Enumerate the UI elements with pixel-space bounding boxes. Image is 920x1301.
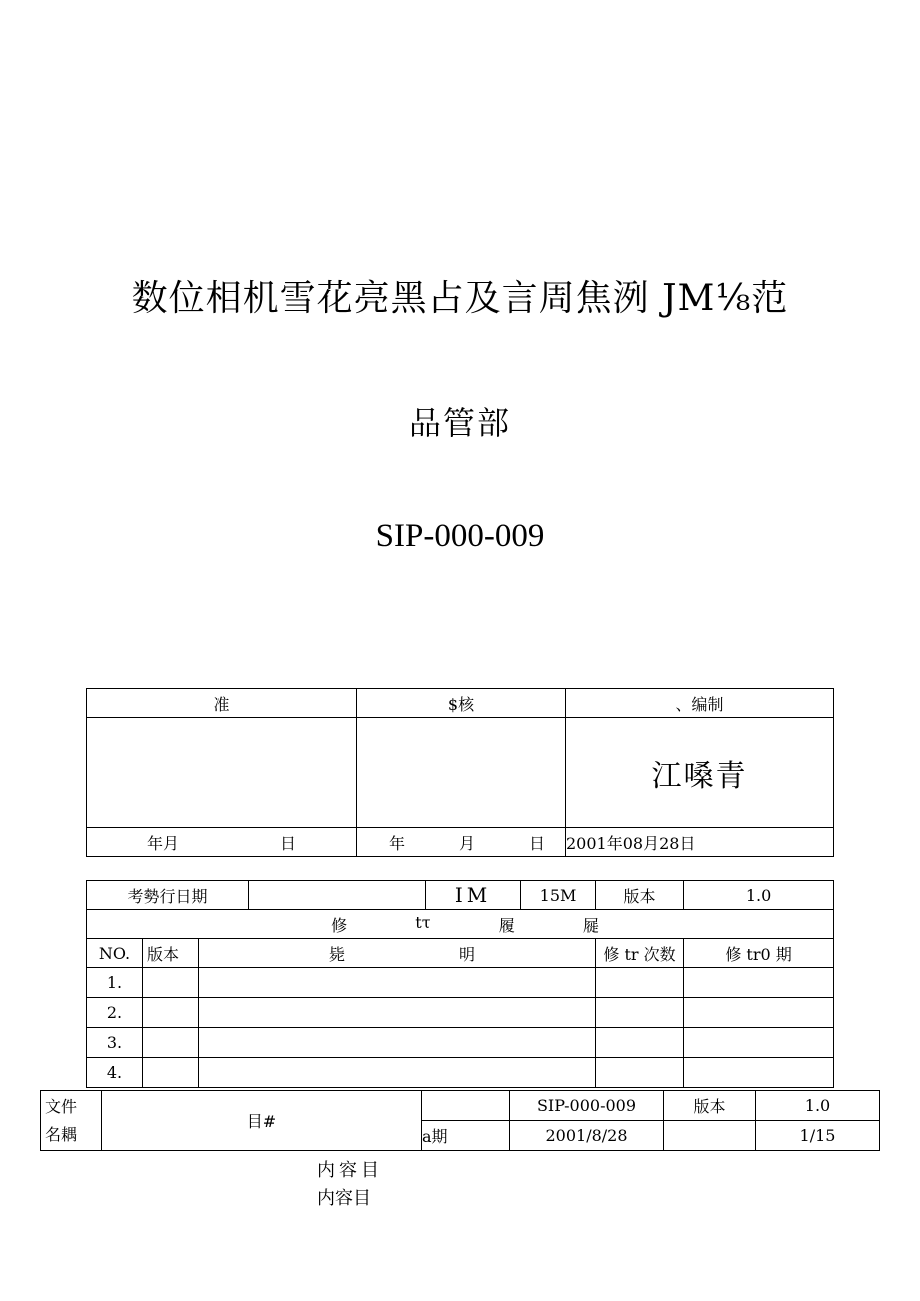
field2-label: IM: [426, 881, 521, 910]
history-title-4: 屣: [582, 915, 599, 935]
row-count: [596, 998, 684, 1028]
row-no: 4.: [87, 1058, 143, 1088]
department-name: 品管部: [408, 404, 511, 442]
row-description: [199, 1028, 596, 1058]
field2-value: 15M: [521, 881, 596, 910]
revision-table: [86, 880, 834, 1088]
prepare-signature: 江嗓青: [566, 718, 834, 828]
doc-no-value: SIP-000-009: [510, 1091, 664, 1121]
approve-date-ym: 年月: [147, 833, 180, 853]
review-date-y: 年: [389, 833, 406, 853]
col-revision-count: 修 tr 次数: [596, 939, 684, 968]
approve-signature-cell: [87, 718, 357, 828]
review-signature-cell: [357, 718, 566, 828]
prepare-date: 2001年08月28日: [566, 828, 834, 857]
effective-date-label: 考勢行日期: [87, 881, 249, 910]
approval-table: [86, 688, 834, 857]
document-title: 数位相机雪花亮黑占及言周焦洌 JM⅛范: [131, 278, 789, 319]
date-value: 2001/8/28: [510, 1121, 664, 1151]
history-title-1: 修: [331, 915, 348, 935]
doc-name-value: 目#: [102, 1091, 422, 1151]
row-count: [596, 1058, 684, 1088]
approve-date-d: 日: [279, 833, 296, 853]
review-date-d: 日: [528, 833, 545, 853]
doc-name-label-2: 名耦: [45, 1125, 78, 1144]
row-no: 2.: [87, 998, 143, 1028]
col-description-1: 毙: [329, 944, 346, 964]
row-date: [684, 968, 834, 998]
row-description: [199, 968, 596, 998]
row-version: [143, 968, 199, 998]
row-date: [684, 1028, 834, 1058]
history-title-2: tτ: [415, 912, 431, 932]
footer-version-value: 1.0: [756, 1091, 880, 1121]
row-count: [596, 968, 684, 998]
toc-heading-2: 内容目: [317, 1188, 371, 1209]
review-header: $核: [357, 689, 566, 718]
row-version: [143, 1058, 199, 1088]
page-label: [664, 1121, 756, 1151]
footer-version-label: 版本: [664, 1091, 756, 1121]
toc-heading: 内容目: [317, 1160, 383, 1181]
col-description-2: 明: [459, 944, 476, 964]
row-version: [143, 998, 199, 1028]
row-description: [199, 1058, 596, 1088]
approve-header: 准: [87, 689, 357, 718]
row-version: [143, 1028, 199, 1058]
page-header-table: [40, 1090, 880, 1151]
doc-name-label: [41, 1091, 102, 1151]
review-date-cell: [357, 828, 566, 857]
doc-no-label: [422, 1091, 510, 1121]
row-description: [199, 998, 596, 1028]
col-version: 版本: [143, 939, 199, 968]
version-value: 1.0: [684, 881, 834, 910]
page-number: 1/15: [756, 1121, 880, 1151]
approve-date-cell: [87, 828, 357, 857]
row-date: [684, 1058, 834, 1088]
prepare-header: 、编制: [566, 689, 834, 718]
history-title: [87, 910, 834, 939]
row-no: 3.: [87, 1028, 143, 1058]
history-title-3: 履: [498, 915, 515, 935]
review-date-m: 月: [458, 833, 475, 853]
effective-date-value: [249, 881, 426, 910]
row-date: [684, 998, 834, 1028]
row-count: [596, 1028, 684, 1058]
col-no: NO.: [87, 939, 143, 968]
row-no: 1.: [87, 968, 143, 998]
date-label: a期: [422, 1121, 510, 1151]
document-number: SIP-000-009: [375, 518, 545, 554]
version-label: 版本: [596, 881, 684, 910]
col-description: [199, 939, 596, 968]
col-revision-date: 修 tr0 期: [684, 939, 834, 968]
doc-name-label-1: 文件: [45, 1097, 78, 1116]
